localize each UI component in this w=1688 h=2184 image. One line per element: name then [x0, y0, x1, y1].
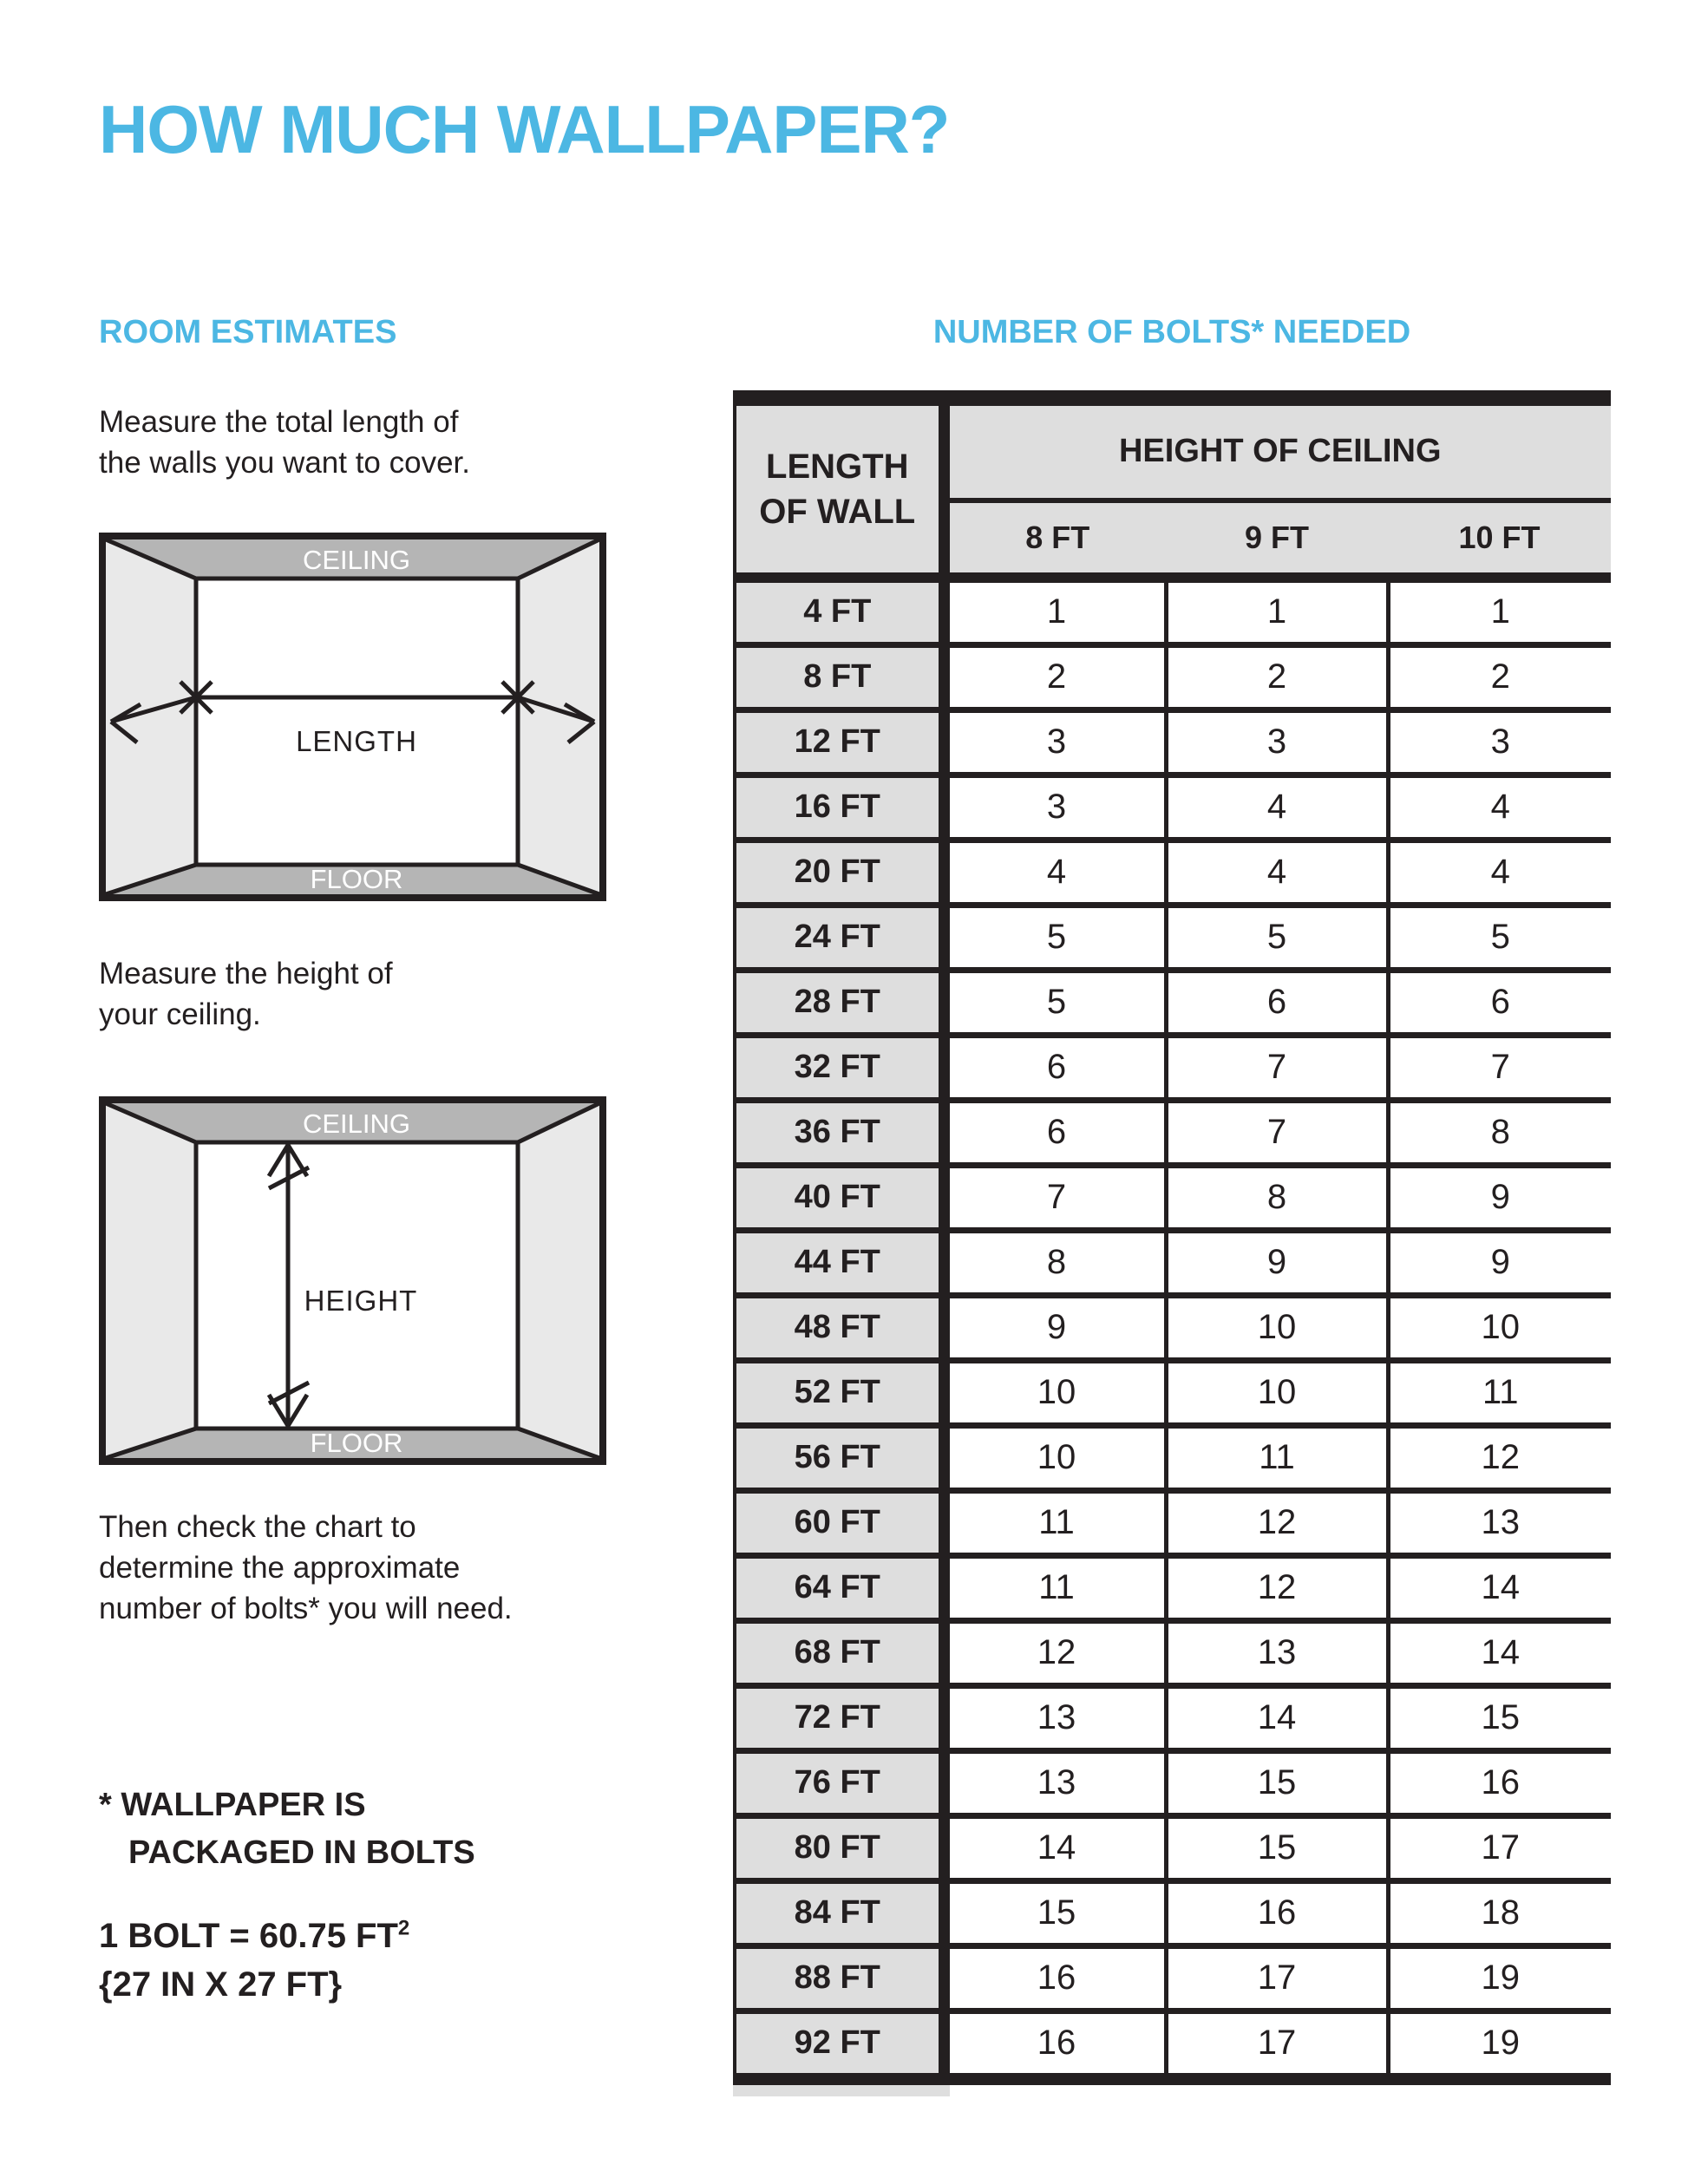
header-line: LENGTH	[766, 447, 909, 486]
bolt-count-cell: 14	[1388, 1620, 1611, 1685]
bolt-count-cell: 5	[1166, 905, 1388, 970]
length-label: LENGTH	[296, 724, 417, 757]
bolt-count-cell: 1	[1166, 578, 1388, 645]
instruction-line: Measure the height of	[99, 956, 393, 991]
table-row	[735, 1360, 1611, 1425]
instruction-line: number of bolts* you will need.	[99, 1591, 513, 1625]
table-row	[735, 644, 1611, 709]
bolt-count-cell: 10	[944, 1425, 1166, 1490]
bolt-count-cell: 15	[944, 1880, 1166, 1945]
bolt-equation-text: 1 BOLT = 60.75 FT	[99, 1916, 398, 1955]
bolt-count-cell: 12	[1388, 1425, 1611, 1490]
height-label: HEIGHT	[304, 1284, 418, 1317]
instruction-check-chart	[99, 1507, 733, 1629]
bolt-count-cell: 16	[1166, 1880, 1388, 1945]
bolt-count-cell: 7	[944, 1165, 1166, 1230]
table-row	[735, 709, 1611, 775]
bolt-count-cell: 6	[1166, 970, 1388, 1035]
row-label: 28 FT	[735, 970, 944, 1035]
room-estimates-heading: ROOM ESTIMATES	[99, 314, 397, 351]
footnote-line: PACKAGED IN BOLTS	[128, 1834, 475, 1871]
table-row	[735, 1815, 1611, 1880]
row-label: 72 FT	[735, 1685, 944, 1750]
bolt-count-cell: 15	[1388, 1685, 1611, 1750]
row-label: 88 FT	[735, 1945, 944, 2011]
table-row	[735, 775, 1611, 840]
room-height-diagram	[99, 1096, 606, 1465]
bolt-count-cell: 7	[1388, 1035, 1611, 1100]
bolt-count-cell: 9	[1166, 1230, 1388, 1295]
row-label: 16 FT	[735, 775, 944, 840]
bolt-count-cell: 12	[1166, 1555, 1388, 1620]
bolt-count-cell: 11	[944, 1490, 1166, 1555]
length-of-wall-header	[735, 398, 944, 578]
bolt-count-cell: 3	[944, 709, 1166, 775]
row-label: 40 FT	[735, 1165, 944, 1230]
table-header-row	[735, 398, 1611, 500]
bolts-table-title: NUMBER OF BOLTS* NEEDED	[932, 314, 1411, 351]
table-row	[735, 1230, 1611, 1295]
table-row	[735, 1555, 1611, 1620]
bolt-count-cell: 13	[1166, 1620, 1388, 1685]
table-row	[735, 905, 1611, 970]
bolt-count-cell: 4	[1388, 775, 1611, 840]
instruction-line: determine the approximate	[99, 1550, 461, 1585]
bolt-count-cell: 14	[944, 1815, 1166, 1880]
table-row	[735, 1100, 1611, 1165]
row-label: 48 FT	[735, 1295, 944, 1360]
col-header-8ft: 8 FT	[944, 500, 1166, 578]
col-header-9ft: 9 FT	[1166, 500, 1388, 578]
table-row	[735, 1165, 1611, 1230]
bolt-count-cell: 1	[1388, 578, 1611, 645]
table-row	[735, 840, 1611, 905]
bolt-count-cell: 6	[944, 1035, 1166, 1100]
bolt-count-cell: 14	[1388, 1555, 1611, 1620]
table-row	[735, 1295, 1611, 1360]
bolt-count-cell: 2	[1166, 644, 1388, 709]
bolt-count-cell: 6	[1388, 970, 1611, 1035]
bolt-count-cell: 10	[944, 1360, 1166, 1425]
table-row	[735, 2011, 1611, 2079]
row-label: 8 FT	[735, 644, 944, 709]
table-row	[735, 1490, 1611, 1555]
bolt-count-cell: 16	[1388, 1750, 1611, 1815]
bolt-equation	[99, 1912, 733, 1960]
bolt-count-cell: 16	[944, 2011, 1166, 2079]
instruction-line: the walls you want to cover.	[99, 445, 470, 480]
row-label: 84 FT	[735, 1880, 944, 1945]
table-row	[735, 1035, 1611, 1100]
instruction-line: your ceiling.	[99, 997, 261, 1031]
bolt-count-cell: 13	[944, 1685, 1166, 1750]
bolts-table	[733, 390, 1611, 2085]
footnote-line: * WALLPAPER IS	[99, 1786, 366, 1823]
bolt-count-cell: 9	[1388, 1230, 1611, 1295]
row-label: 12 FT	[735, 709, 944, 775]
table-row	[735, 1685, 1611, 1750]
header-line: OF WALL	[759, 492, 916, 531]
content-columns	[0, 313, 1688, 2096]
bolt-size-info	[99, 1912, 733, 2009]
ceiling-label: CEILING	[302, 544, 411, 575]
bolt-count-cell: 5	[1388, 905, 1611, 970]
table-row	[735, 1750, 1611, 1815]
bolt-count-cell: 5	[944, 905, 1166, 970]
row-label: 24 FT	[735, 905, 944, 970]
instruction-line: Then check the chart to	[99, 1509, 416, 1544]
bolt-count-cell: 3	[944, 775, 1166, 840]
bolts-table-column	[733, 313, 1611, 2096]
bolt-count-cell: 5	[944, 970, 1166, 1035]
bolt-count-cell: 1	[944, 578, 1166, 645]
bolt-count-cell: 17	[1166, 1945, 1388, 2011]
bolt-count-cell: 8	[944, 1230, 1166, 1295]
row-label: 76 FT	[735, 1750, 944, 1815]
row-label: 4 FT	[735, 578, 944, 645]
page-title: HOW MUCH WALLPAPER?	[99, 91, 950, 167]
row-label: 32 FT	[735, 1035, 944, 1100]
back-wall	[196, 579, 518, 865]
bolt-count-cell: 4	[944, 840, 1166, 905]
bolt-count-cell: 11	[1388, 1360, 1611, 1425]
bolt-count-cell: 2	[1388, 644, 1611, 709]
table-row	[735, 578, 1611, 645]
bolt-count-cell: 7	[1166, 1100, 1388, 1165]
bolt-count-cell: 18	[1388, 1880, 1611, 1945]
row-label: 20 FT	[735, 840, 944, 905]
table-bottom-stub	[733, 2085, 950, 2096]
table-row	[735, 1945, 1611, 2011]
instruction-measure-height	[99, 953, 733, 1035]
bolt-count-cell: 4	[1166, 840, 1388, 905]
instruction-measure-length	[99, 402, 733, 483]
floor-label: FLOOR	[310, 1427, 403, 1458]
row-label: 52 FT	[735, 1360, 944, 1425]
bolt-count-cell: 10	[1388, 1295, 1611, 1360]
bolt-count-cell: 12	[1166, 1490, 1388, 1555]
bolt-count-cell: 19	[1388, 1945, 1611, 2011]
row-label: 36 FT	[735, 1100, 944, 1165]
height-of-ceiling-header: HEIGHT OF CEILING	[944, 398, 1611, 500]
bolts-footnote	[99, 1782, 733, 1877]
bolt-count-cell: 15	[1166, 1815, 1388, 1880]
instruction-line: Measure the total length of	[99, 404, 459, 439]
bolt-count-cell: 14	[1166, 1685, 1388, 1750]
table-row	[735, 1880, 1611, 1945]
ceiling-label: CEILING	[302, 1108, 411, 1139]
bolt-count-cell: 15	[1166, 1750, 1388, 1815]
bolt-count-cell: 17	[1166, 2011, 1388, 2079]
bolt-count-cell: 12	[944, 1620, 1166, 1685]
right-wall-face	[518, 1103, 599, 1458]
bolt-count-cell: 9	[944, 1295, 1166, 1360]
bolt-count-cell: 13	[944, 1750, 1166, 1815]
row-label: 44 FT	[735, 1230, 944, 1295]
bolt-count-cell: 11	[1166, 1425, 1388, 1490]
bolt-count-cell: 16	[944, 1945, 1166, 2011]
bolt-count-cell: 17	[1388, 1815, 1611, 1880]
bolt-count-cell: 9	[1388, 1165, 1611, 1230]
bolt-count-cell: 7	[1166, 1035, 1388, 1100]
bolt-count-cell: 8	[1166, 1165, 1388, 1230]
bolt-equation-exponent: 2	[397, 1916, 410, 1940]
bolt-count-cell: 6	[944, 1100, 1166, 1165]
bolt-count-cell: 4	[1388, 840, 1611, 905]
bolt-count-cell: 8	[1388, 1100, 1611, 1165]
bolt-count-cell: 19	[1388, 2011, 1611, 2079]
room-length-diagram	[99, 533, 606, 901]
row-label: 56 FT	[735, 1425, 944, 1490]
row-label: 80 FT	[735, 1815, 944, 1880]
bolt-count-cell: 4	[1166, 775, 1388, 840]
bolt-count-cell: 2	[944, 644, 1166, 709]
bolt-count-cell: 13	[1388, 1490, 1611, 1555]
bolt-dimensions: {27 IN X 27 FT}	[99, 1965, 343, 2004]
row-label: 92 FT	[735, 2011, 944, 2079]
row-label: 64 FT	[735, 1555, 944, 1620]
table-row	[735, 1425, 1611, 1490]
row-label: 68 FT	[735, 1620, 944, 1685]
table-row	[735, 970, 1611, 1035]
col-header-10ft: 10 FT	[1388, 500, 1611, 578]
row-label: 60 FT	[735, 1490, 944, 1555]
bolt-count-cell: 10	[1166, 1295, 1388, 1360]
bolt-count-cell: 3	[1166, 709, 1388, 775]
bolt-count-cell: 10	[1166, 1360, 1388, 1425]
bolt-count-cell: 11	[944, 1555, 1166, 1620]
floor-label: FLOOR	[310, 863, 403, 894]
bolt-count-cell: 3	[1388, 709, 1611, 775]
table-row	[735, 1620, 1611, 1685]
room-estimates-column	[99, 313, 733, 2009]
left-wall-face	[106, 1103, 196, 1458]
